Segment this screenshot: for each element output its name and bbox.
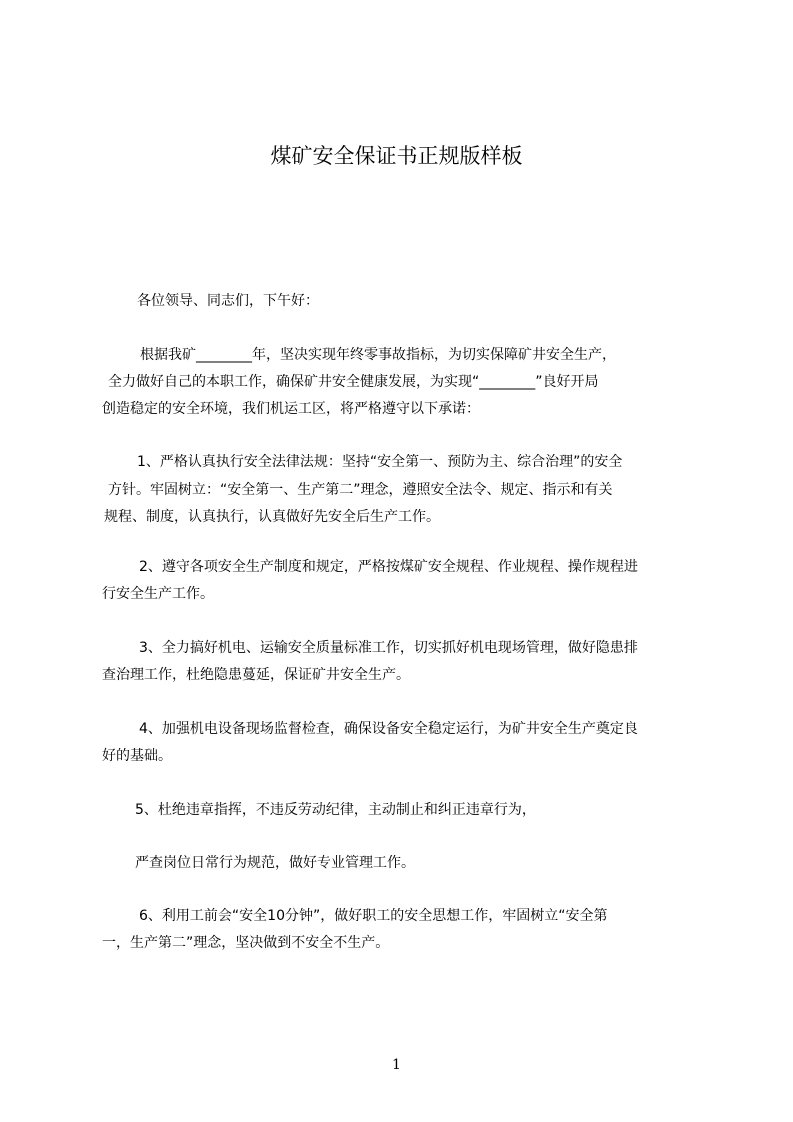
- page-number: 1: [392, 1057, 401, 1073]
- item-3-line-1: 3、全力搞好机电、运输安全质量标准工作，切实抓好机电现场管理，做好隐患排: [139, 640, 638, 656]
- item-5-line-2: 严查岗位日常行为规范，做好专业管理工作。: [135, 855, 415, 871]
- item-1-line-1: 1、严格认真执行安全法律法规：坚持“安全第一、预防为主、综合治理”的安全: [137, 454, 623, 470]
- item-1-line-3: 规程、制度，认真执行，认真做好先安全后生产工作。: [104, 509, 440, 525]
- item-2-line-2: 行安全生产工作。: [102, 586, 214, 602]
- item-6-line-2: 一，生产第二”理念，坚决做到不安全不生产。: [102, 935, 390, 951]
- item-3-line-2: 查治理工作，杜绝隐患蔓延，保证矿井安全生产。: [102, 667, 410, 683]
- intro-line-3: 创造稳定的安全环境，我们机运工区，将严格遵守以下承诺：: [102, 401, 480, 417]
- item-5-line-1: 5、杜绝违章指挥，不违反劳动纪律，主动制止和纠正违章行为，: [135, 802, 536, 818]
- greeting-text: 各位领导、同志们，下午好：: [137, 293, 319, 309]
- item-4-line-1: 4、加强机电设备现场监督检查，确保设备安全稳定运行，为矿井安全生产奠定良: [139, 721, 638, 737]
- document-title: 煤矿安全保证书正规版样板: [270, 144, 523, 168]
- intro-line-2: 全力做好自己的本职工作，确保矿井安全健康发展，为实现“________”良好开局: [108, 374, 599, 390]
- item-4-line-2: 好的基础。: [102, 748, 172, 764]
- item-1-line-2: 方针。牢固树立：“安全第一、生产第二”理念，遵照安全法令、规定、指示和有关: [108, 482, 613, 498]
- intro-line-1: 根据我矿________年，坚决实现年终零事故指标，为切实保障矿井安全生产，: [140, 347, 616, 363]
- item-6-line-1: 6、利用工前会“安全10分钟”，做好职工的安全思想工作，牢固树立“安全第: [139, 908, 608, 924]
- item-2-line-1: 2、遵守各项安全生产制度和规定，严格按煤矿安全规程、作业规程、操作规程进: [139, 559, 638, 575]
